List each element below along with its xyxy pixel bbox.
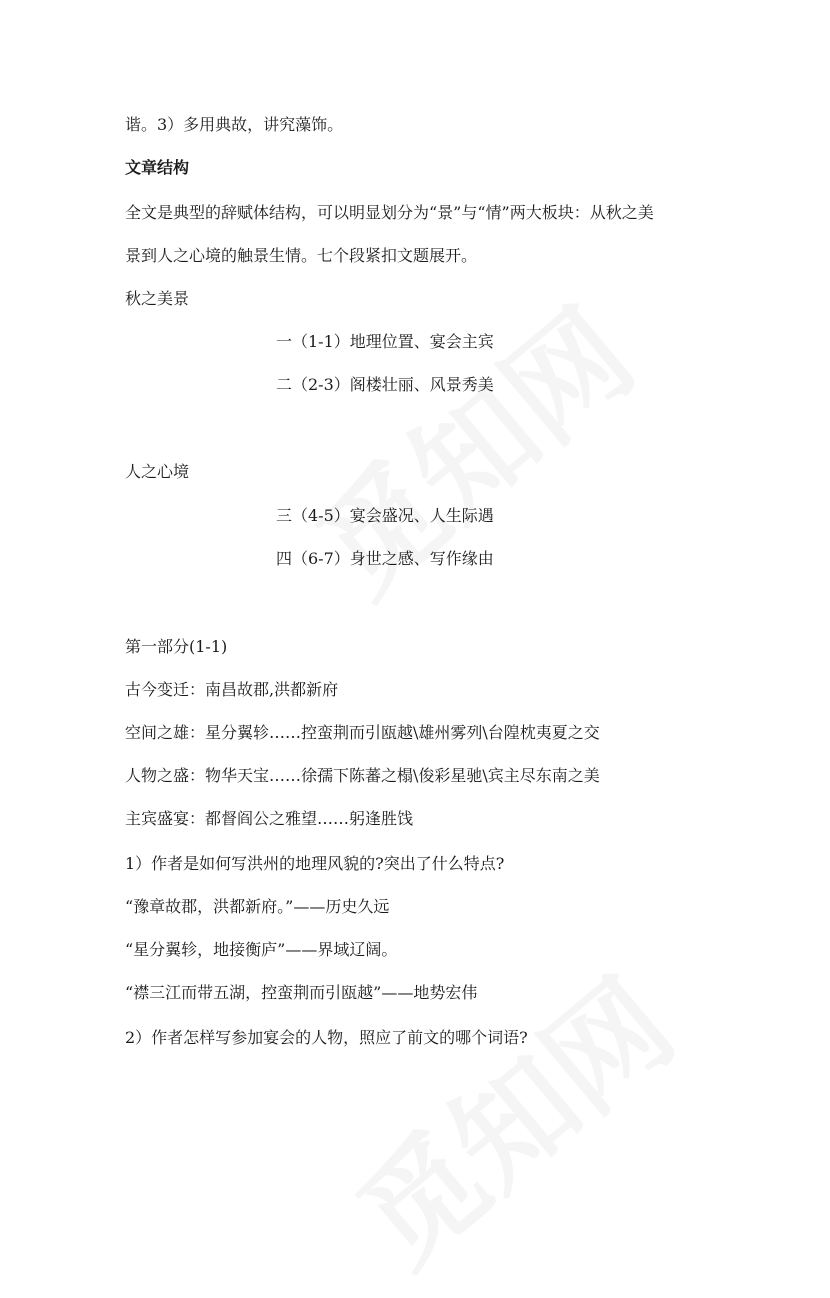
text-line: 主宾盛宴：都督阎公之雅望……躬逢胜饯	[125, 809, 414, 828]
text-line: 古今变迁：南昌故郡,洪都新府	[125, 680, 339, 699]
outline-item: 四（6-7）身世之感、写作缘由	[276, 549, 494, 568]
text-line: 人物之盛：物华天宝……徐孺下陈蕃之榻\俊彩星驰\宾主尽东南之美	[125, 766, 600, 785]
outline-item: 三（4-5）宴会盛况、人生际遇	[276, 506, 494, 525]
text-line: 空间之雄：星分翼轸……控蛮荆而引瓯越\雄州雾列\台隍枕夷夏之交	[125, 723, 600, 742]
text-line: 谐。3）多用典故，讲究藻饰。	[125, 115, 344, 134]
question: 2）作者怎样写参加宴会的人物，照应了前文的哪个词语?	[125, 1028, 528, 1047]
text-line: “襟三江而带五湖，控蛮荆而引瓯越”——地势宏伟	[125, 983, 478, 1002]
subheading: 人之心境	[125, 462, 190, 481]
outline-item: 一（1-1）地理位置、宴会主宾	[276, 332, 494, 351]
subheading: 秋之美景	[125, 289, 190, 308]
outline-item: 二（2-3）阁楼壮丽、风景秀美	[276, 375, 494, 394]
question: 1）作者是如何写洪州的地理风貌的?突出了什么特点?	[125, 854, 505, 873]
text-line: “星分翼轸，地接衡庐”——界域辽阔。	[125, 940, 398, 959]
section-heading: 文章结构	[125, 158, 190, 177]
paragraph-line: 全文是典型的辞赋体结构，可以明显划分为“景”与“情”两大板块：从秋之美	[125, 203, 654, 222]
text-line: “豫章故郡，洪都新府。”——历史久远	[125, 897, 390, 916]
paragraph-line: 景到人之心境的触景生情。七个段紧扣文题展开。	[125, 246, 478, 265]
part-title: 第一部分(1-1)	[125, 637, 228, 656]
watermark	[277, 264, 663, 627]
